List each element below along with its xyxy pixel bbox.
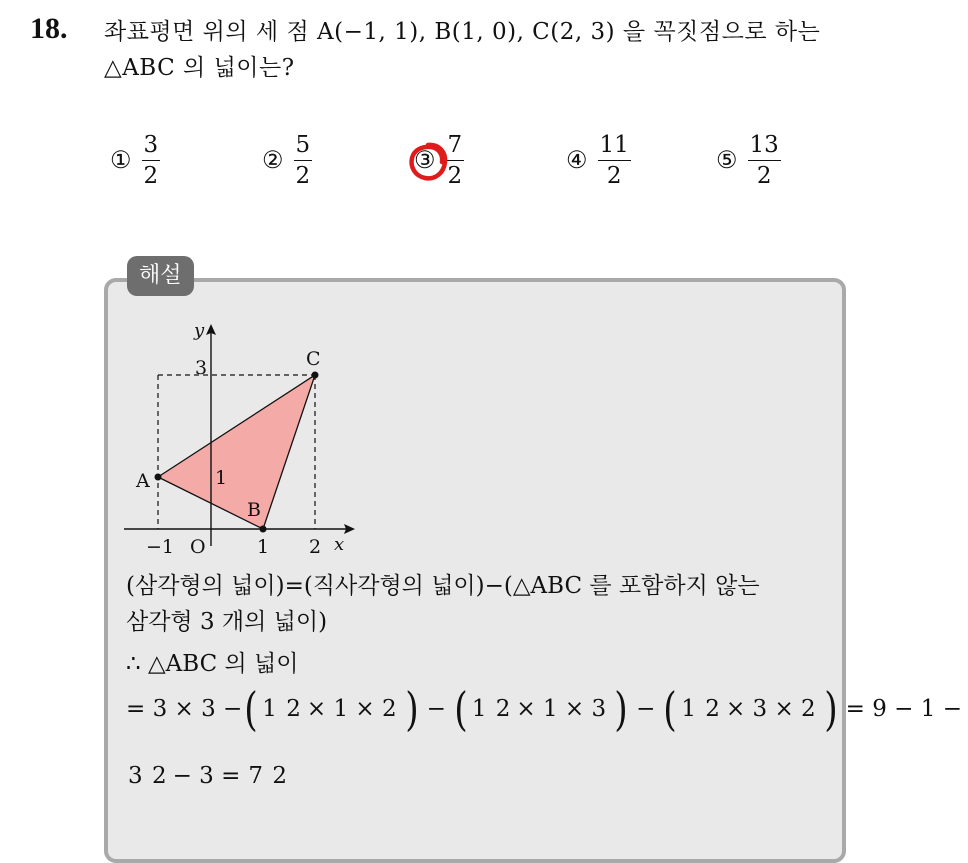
eq-frac-1: 1 2 [262,696,301,722]
y-axis-label: y [194,320,205,341]
choice-1-fraction [142,132,161,189]
x-tick-1: 1 [257,536,270,558]
eq-term-2: × 1 × 3 [516,696,607,722]
x-tick-neg1: −1 [146,536,175,558]
point-a [155,474,162,481]
choice-1-numerator: 3 [143,131,159,158]
choice-1[interactable] [110,125,160,195]
eq-frac-2: 1 2 [471,696,511,722]
choice-1-denominator: 2 [143,162,159,189]
origin-label: O [190,536,206,558]
solution-line-1: (삼각형의 넓이)=(직사각형의 넓이)−(△ABC 를 포함하지 않는 [126,573,760,599]
eq-frac-3: 1 2 [681,696,720,722]
coordinate-graph [110,310,370,560]
choice-5-numerator: 13 [749,131,779,158]
choice-2[interactable] [262,125,312,195]
x-tick-2: 2 [309,536,322,558]
choice-3-denominator: 2 [447,162,463,189]
label-c: C [306,348,321,370]
choice-4-mark: ④ [566,146,588,174]
y-tick-3: 3 [195,357,208,379]
solution-tag: 해설 [127,256,194,296]
answer-choices [0,125,884,195]
choice-4-fraction [598,132,631,189]
choice-5-mark: ⑤ [716,146,738,174]
eq-term-3: × 3 × 2 [725,696,816,722]
point-c [312,372,319,379]
eq2-frac-b: 7 2 [248,763,287,789]
eq-start: = 3 × 3 − [126,696,243,722]
choice-4-denominator: 2 [606,162,622,189]
label-a: A [136,470,150,492]
choice-3-mark [414,146,436,174]
choice-5-denominator: 2 [756,162,772,189]
choice-5[interactable] [716,125,781,195]
solution-equation-2 [126,758,287,794]
point-b [260,526,267,533]
question-line-1: 좌표평면 위의 세 점 A(−1, 1), B(1, 0), C(2, 3) 을 꼭짓점으로 하는 [104,19,821,45]
y-tick-1: 1 [215,467,228,489]
choice-2-mark: ② [262,146,284,174]
question-line-2: △ABC 의 넓이는? [104,55,295,81]
label-b: B [247,499,261,521]
choice-2-denominator: 2 [295,162,311,189]
solution-line-3: ∴ △ABC 의 넓이 [126,651,299,677]
choice-4[interactable] [566,125,631,195]
eq2-mid: − 3 = [172,763,241,789]
eq-minus-1: − [426,696,446,722]
choice-2-fraction [294,132,313,189]
choice-2-numerator: 5 [295,131,311,158]
question-text [104,14,874,86]
eq2-frac-a: 3 2 [128,763,167,789]
eq-term-1: × 1 × 2 [306,696,397,722]
choice-3-mark-glyph: ③ [414,146,436,174]
x-axis-label: x [334,534,345,555]
choice-3[interactable] [414,125,464,195]
choice-4-numerator: 11 [599,131,629,158]
choice-3-numerator: 7 [447,131,463,158]
eq-tail: = 9 − 1 − [845,696,962,722]
selected-answer-circle [407,141,449,183]
choice-1-mark: ① [110,146,132,174]
choice-5-fraction [748,132,781,189]
solution-line-2: 삼각형 3 개의 넓이) [126,609,328,635]
triangle-abc [158,375,315,529]
eq-minus-2: − [636,696,656,722]
solution-equation-1: = 3 × 3 − ( 1 2 × 1 × 2 ) − ( 1 2 × 1 × 3 ) − ( 1 2 × 3 × 2 ) = 9 − 1 − [126,682,962,736]
question-number: 18. [30,12,68,45]
